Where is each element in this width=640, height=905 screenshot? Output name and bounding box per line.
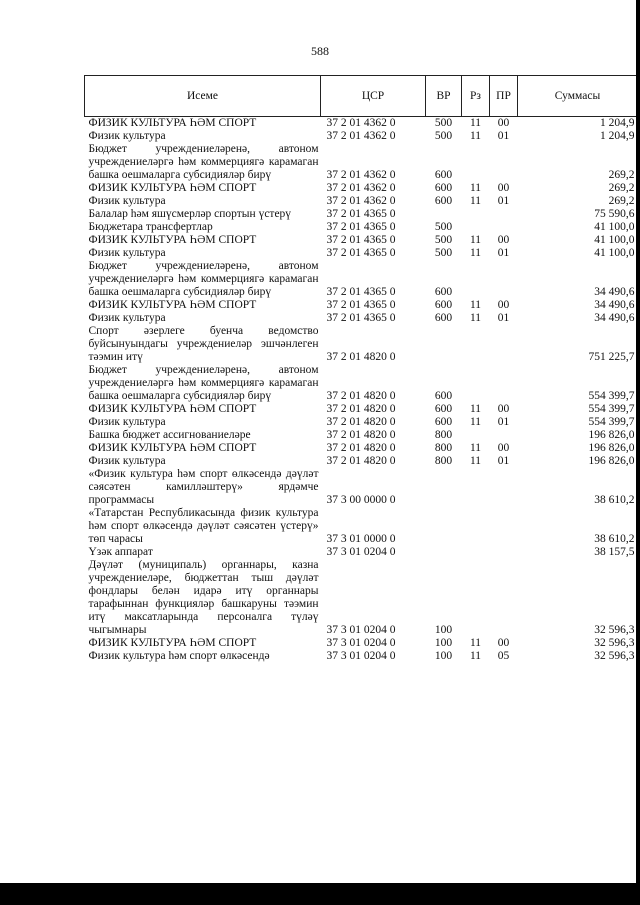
table-row <box>85 468 638 507</box>
row-pr <box>490 468 518 507</box>
row-sum: 269,2 <box>608 182 635 194</box>
row-csr: 37 2 01 4820 0 <box>326 390 396 402</box>
row-csr: 37 3 01 0000 0 <box>326 533 396 545</box>
row-csr: 37 2 01 4365 0 <box>326 221 396 233</box>
row-rz <box>462 559 490 637</box>
row-pr: 01 <box>497 455 510 467</box>
row-name: Физик культура <box>88 130 166 142</box>
row-vr <box>426 325 462 364</box>
table-row <box>85 546 638 559</box>
row-csr: 37 3 01 0204 0 <box>326 650 396 662</box>
row-csr: 37 2 01 4820 0 <box>326 403 396 415</box>
row-pr: 00 <box>497 637 510 649</box>
row-name: Физик культура <box>88 247 166 259</box>
table-row <box>85 117 638 131</box>
row-vr: 800 <box>434 442 453 454</box>
table-row <box>85 637 638 650</box>
row-sum: 751 225,7 <box>588 351 635 363</box>
row-csr: 37 2 01 4365 0 <box>326 247 396 259</box>
row-pr <box>490 208 518 221</box>
table-row <box>85 442 638 455</box>
row-csr: 37 2 01 4820 0 <box>326 455 396 467</box>
row-sum: 269,2 <box>608 195 635 207</box>
table-row <box>85 221 638 234</box>
row-csr: 37 2 01 4820 0 <box>326 351 396 363</box>
row-name: «Физик культура һәм спорт өлкәсендә дәүләт сәясәтен камилләштерү» ярдәмче программасы <box>88 468 319 506</box>
row-name: Башка бюджет ассигнованиеләре <box>88 429 251 441</box>
row-sum: 196 826,0 <box>588 455 635 467</box>
row-name: ФИЗИК КУЛЬТУРА ҺӘМ СПОРТ <box>88 234 257 246</box>
row-pr: 01 <box>497 416 510 428</box>
row-vr: 600 <box>434 182 453 194</box>
row-csr: 37 2 01 4820 0 <box>326 429 396 441</box>
table-row <box>85 559 638 637</box>
row-name: Спорт әзерлеге буенча ведомство буйсынуындагы учреждениеләр эшчәнлеген тәэмин итү <box>88 325 319 363</box>
scan-edge-right <box>636 0 640 905</box>
table-row <box>85 403 638 416</box>
row-pr <box>490 325 518 364</box>
row-sum: 1 204,9 <box>600 130 635 142</box>
scan-edge-bottom <box>0 883 640 905</box>
row-pr: 01 <box>497 312 510 324</box>
row-name: Физик культура <box>88 416 166 428</box>
row-sum: 554 399,7 <box>588 416 635 428</box>
row-csr: 37 2 01 4362 0 <box>326 182 396 194</box>
row-rz: 11 <box>469 234 482 246</box>
row-csr: 37 3 01 0204 0 <box>326 624 396 636</box>
row-csr: 37 2 01 4362 0 <box>326 117 396 129</box>
table-row <box>85 507 638 546</box>
row-sum: 32 596,3 <box>594 624 635 636</box>
row-vr: 100 <box>434 650 453 662</box>
row-csr: 37 2 01 4362 0 <box>326 195 396 207</box>
row-vr <box>426 208 462 221</box>
row-pr: 01 <box>497 195 510 207</box>
row-name: Балалар һәм яшүсмерләр спортын үстерү <box>88 208 292 220</box>
row-csr: 37 2 01 4365 0 <box>326 208 396 220</box>
table-row <box>85 429 638 442</box>
row-pr: 00 <box>497 442 510 454</box>
row-vr: 500 <box>434 117 453 129</box>
row-vr: 500 <box>434 234 453 246</box>
row-name: Үзәк аппарат <box>88 546 153 558</box>
row-csr: 37 2 01 4362 0 <box>326 169 396 181</box>
row-pr: 00 <box>497 234 510 246</box>
table-row <box>85 325 638 364</box>
row-name: ФИЗИК КУЛЬТУРА ҺӘМ СПОРТ <box>88 117 257 129</box>
row-sum: 41 100,0 <box>594 247 635 259</box>
row-sum: 196 826,0 <box>588 442 635 454</box>
row-sum: 38 157,5 <box>594 546 635 558</box>
row-csr: 37 2 01 4362 0 <box>326 130 396 142</box>
row-rz <box>462 364 490 403</box>
row-csr: 37 2 01 4820 0 <box>326 416 396 428</box>
row-pr: 00 <box>497 182 510 194</box>
row-vr: 500 <box>434 221 453 233</box>
row-rz: 11 <box>469 416 482 428</box>
row-sum: 34 490,6 <box>594 286 635 298</box>
row-pr: 01 <box>497 247 510 259</box>
row-pr <box>490 429 518 442</box>
row-sum: 34 490,6 <box>594 312 635 324</box>
table-header-row <box>85 76 638 117</box>
row-sum: 32 596,3 <box>594 637 635 649</box>
table-row <box>85 260 638 299</box>
table-row <box>85 312 638 325</box>
row-pr <box>490 221 518 234</box>
table-row <box>85 416 638 429</box>
row-vr: 600 <box>434 390 453 402</box>
row-rz <box>462 260 490 299</box>
budget-table <box>84 75 638 663</box>
row-rz: 11 <box>469 195 482 207</box>
row-rz <box>462 507 490 546</box>
row-rz: 11 <box>469 455 482 467</box>
row-csr: 37 2 01 4365 0 <box>326 286 396 298</box>
row-name: Бюджет учреждениеләренә, автоном учреждениеләргә һәм коммерциягә карамаган башка оешмаларга субсидияләр бирү <box>88 260 319 298</box>
row-name: ФИЗИК КУЛЬТУРА ҺӘМ СПОРТ <box>88 637 257 649</box>
row-rz <box>462 468 490 507</box>
table-row <box>85 182 638 195</box>
row-rz <box>462 429 490 442</box>
row-pr: 00 <box>497 117 510 129</box>
row-name: Физик культура һәм спорт өлкәсендә <box>88 650 270 662</box>
row-name: ФИЗИК КУЛЬТУРА ҺӘМ СПОРТ <box>88 182 257 194</box>
row-pr <box>490 260 518 299</box>
row-sum: 38 610,2 <box>594 533 635 545</box>
row-csr: 37 3 00 0000 0 <box>326 494 396 506</box>
row-rz: 11 <box>469 312 482 324</box>
header-sum: Суммасы <box>518 76 638 117</box>
header-vr: ВР <box>426 76 462 117</box>
row-name: «Татарстан Республикасында физик культура һәм спорт өлкәсендә дәүләт сәясәтен үстерү» төп чарасы <box>88 507 319 545</box>
row-sum: 41 100,0 <box>594 221 635 233</box>
row-vr <box>426 507 462 546</box>
row-vr: 600 <box>434 416 453 428</box>
row-rz: 11 <box>469 130 482 142</box>
row-pr <box>490 143 518 182</box>
row-pr <box>490 559 518 637</box>
row-rz: 11 <box>469 117 482 129</box>
table-row <box>85 247 638 260</box>
row-rz: 11 <box>469 442 482 454</box>
row-vr: 600 <box>434 286 453 298</box>
row-name: ФИЗИК КУЛЬТУРА ҺӘМ СПОРТ <box>88 299 257 311</box>
table-row <box>85 234 638 247</box>
row-pr: 00 <box>497 403 510 415</box>
row-rz: 11 <box>469 247 482 259</box>
row-sum: 554 399,7 <box>588 403 635 415</box>
row-rz: 11 <box>469 403 482 415</box>
row-pr: 00 <box>497 299 510 311</box>
row-rz <box>462 143 490 182</box>
row-sum: 269,2 <box>608 169 635 181</box>
page-number: 588 <box>311 44 329 58</box>
row-pr <box>490 364 518 403</box>
row-vr: 800 <box>434 429 453 441</box>
row-csr: 37 3 01 0204 0 <box>326 637 396 649</box>
row-pr <box>490 546 518 559</box>
table-body <box>85 117 638 664</box>
row-vr: 500 <box>434 130 453 142</box>
row-rz: 11 <box>469 182 482 194</box>
row-csr: 37 2 01 4820 0 <box>326 442 396 454</box>
row-rz <box>462 221 490 234</box>
row-vr <box>426 546 462 559</box>
row-rz <box>462 208 490 221</box>
row-sum: 32 596,3 <box>594 650 635 662</box>
row-rz: 11 <box>469 299 482 311</box>
row-rz <box>462 546 490 559</box>
row-vr: 600 <box>434 195 453 207</box>
row-sum: 1 204,9 <box>600 117 635 129</box>
row-name: Физик культура <box>88 455 166 467</box>
row-sum: 34 490,6 <box>594 299 635 311</box>
row-vr: 600 <box>434 312 453 324</box>
row-vr: 800 <box>434 455 453 467</box>
row-sum: 38 610,2 <box>594 494 635 506</box>
row-name: Бюджетара трансфертлар <box>88 221 213 233</box>
header-name: Исеме <box>85 76 321 117</box>
row-vr: 100 <box>434 624 453 636</box>
row-csr: 37 2 01 4365 0 <box>326 234 396 246</box>
row-name: Физик культура <box>88 195 166 207</box>
header-rz: Рз <box>462 76 490 117</box>
row-rz: 11 <box>469 650 482 662</box>
table-row <box>85 299 638 312</box>
row-vr: 500 <box>434 247 453 259</box>
row-sum: 196 826,0 <box>588 429 635 441</box>
row-csr: 37 2 01 4365 0 <box>326 299 396 311</box>
row-name: Бюджет учреждениеләренә, автоном учреждениеләргә һәм коммерциягә карамаган башка оешмаларга субсидияләр бирү <box>88 143 319 181</box>
row-rz <box>462 325 490 364</box>
row-pr: 05 <box>497 650 510 662</box>
header-csr: ЦСР <box>321 76 426 117</box>
row-vr: 100 <box>434 637 453 649</box>
row-name: Дәүләт (муниципаль) органнары, казна учреждениеләре, бюджеттан тыш дәүләт фондлары белән идарә итү органнары тарафыннан функцияләр башкаруны тәэмин итү максатларында персоналга түләү чыгымнары <box>88 559 319 636</box>
table-row <box>85 364 638 403</box>
row-sum: 554 399,7 <box>588 390 635 402</box>
table-row <box>85 208 638 221</box>
row-name: Физик культура <box>88 312 166 324</box>
row-name: Бюджет учреждениеләренә, автоном учреждениеләргә һәм коммерциягә карамаган башка оешмаларга субсидияләр бирү <box>88 364 319 402</box>
row-csr: 37 3 01 0204 0 <box>326 546 396 558</box>
row-name: ФИЗИК КУЛЬТУРА ҺӘМ СПОРТ <box>88 403 257 415</box>
row-name: ФИЗИК КУЛЬТУРА ҺӘМ СПОРТ <box>88 442 257 454</box>
row-rz: 11 <box>469 637 482 649</box>
row-vr: 600 <box>434 169 453 181</box>
row-sum: 41 100,0 <box>594 234 635 246</box>
table-row <box>85 130 638 143</box>
table-row <box>85 455 638 468</box>
table-row <box>85 195 638 208</box>
row-vr: 600 <box>434 299 453 311</box>
row-vr <box>426 468 462 507</box>
row-vr: 600 <box>434 403 453 415</box>
table-row <box>85 650 638 663</box>
row-csr: 37 2 01 4365 0 <box>326 312 396 324</box>
row-sum: 75 590,6 <box>594 208 635 220</box>
row-pr: 01 <box>497 130 510 142</box>
header-pr: ПР <box>490 76 518 117</box>
table-row <box>85 143 638 182</box>
row-pr <box>490 507 518 546</box>
